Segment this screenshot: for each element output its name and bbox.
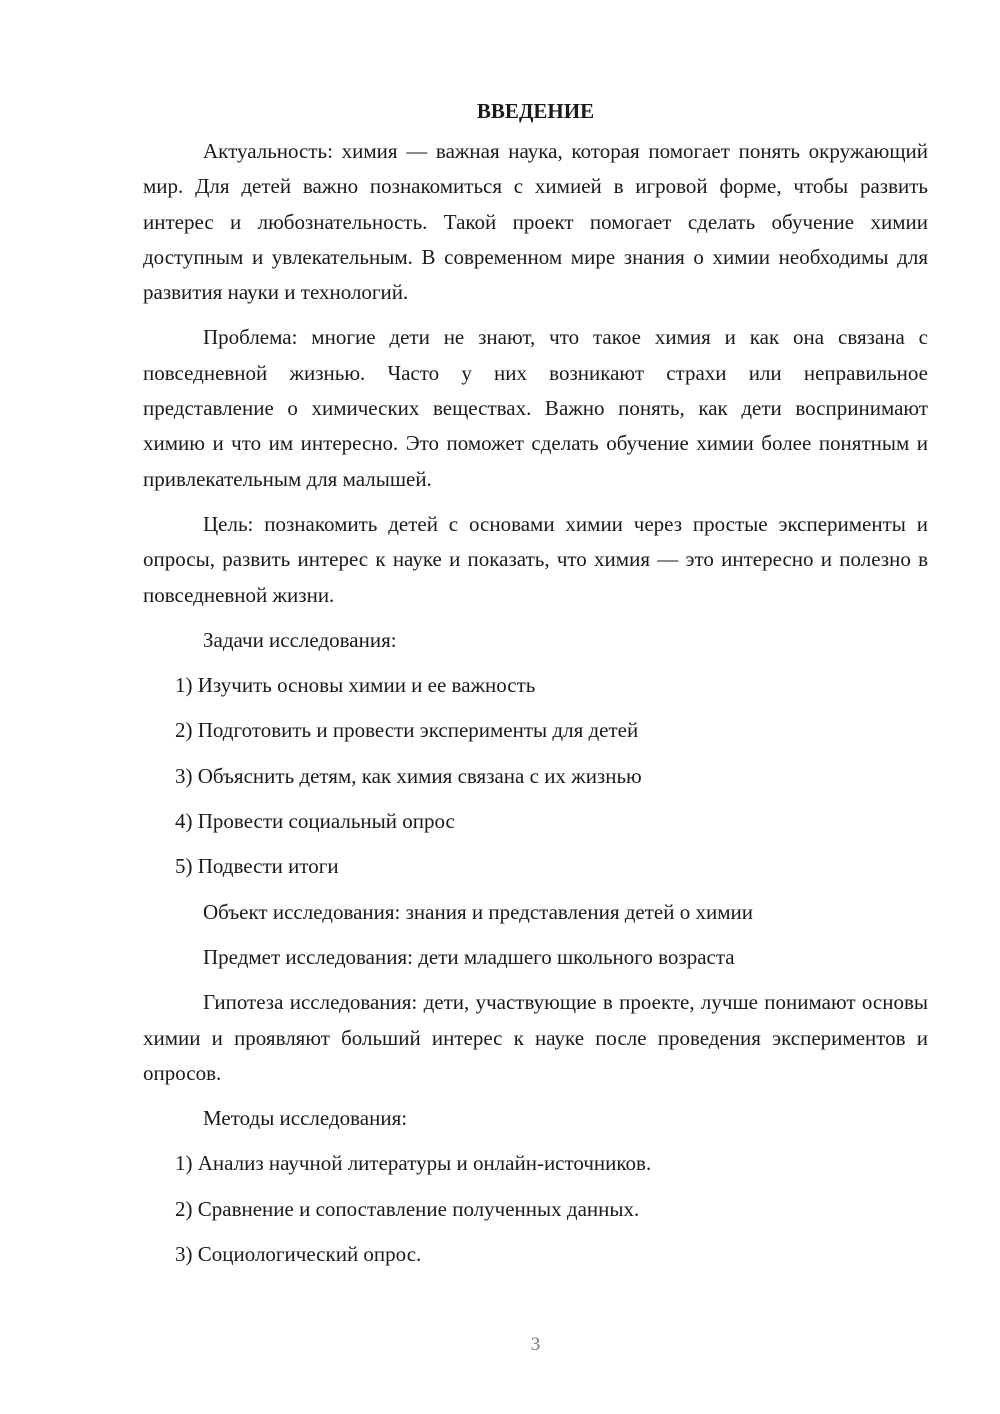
research-object: Объект исследования: знания и представления детей о химии bbox=[203, 899, 753, 924]
methods-list bbox=[143, 1146, 928, 1272]
relevance-paragraph: Актуальность: химия — важная наука, которая помогает понять окружающий мир. Для детей важно познакомиться с химией в игровой форме, чтобы развить интерес и любознательность. Такой проект помогает сделать обучение химии доступным и увлекательным. В современном мире знания о химии необходимы для развития науки и технологий. bbox=[143, 139, 928, 305]
tasks-list bbox=[143, 668, 928, 884]
task-item-1: 1) Изучить основы химии и ее важность bbox=[175, 673, 536, 698]
research-subject: Предмет исследования: дети младшего школьного возраста bbox=[203, 944, 735, 969]
task-item-4: 4) Провести социальный опрос bbox=[175, 809, 455, 834]
method-item-1: 1) Анализ научной литературы и онлайн-источников. bbox=[175, 1151, 652, 1176]
method-item-2: 2) Сравнение и сопоставление полученных данных. bbox=[175, 1196, 640, 1221]
page-title: ВВЕДЕНИЕ bbox=[476, 99, 595, 123]
task-item-2: 2) Подготовить и провести эксперименты для детей bbox=[175, 718, 639, 743]
goal-paragraph: Цель: познакомить детей с основами химии через простые эксперименты и опросы, развить интерес к науке и показать, что химия — это интересно и полезно в повседневной жизни. bbox=[143, 511, 928, 607]
method-item-3: 3) Социологический опрос. bbox=[175, 1242, 422, 1267]
tasks-heading: Задачи исследования: bbox=[203, 627, 397, 652]
hypothesis-paragraph: Гипотеза исследования: дети, участвующие в проекте, лучше понимают основы химии и проявляют больший интерес к науке после проведения экспериментов и опросов. bbox=[143, 990, 928, 1085]
problem-paragraph: Проблема: многие дети не знают, что такое химия и как она связана с повседневной жизнью. Часто у них возникают страхи или неправильное представление о химических веществах. Важно понять, как дети воспринимают химию и что им интересно. Это поможет сделать обучение химии более понятным и привлекательным для малышей. bbox=[143, 325, 928, 491]
document-page bbox=[143, 96, 928, 1282]
task-item-3: 3) Объяснить детям, как химия связана с их жизнью bbox=[175, 763, 642, 788]
page-number: 3 bbox=[530, 1334, 541, 1355]
task-item-5: 5) Подвести итоги bbox=[175, 854, 339, 879]
methods-heading: Методы исследования: bbox=[203, 1106, 408, 1131]
